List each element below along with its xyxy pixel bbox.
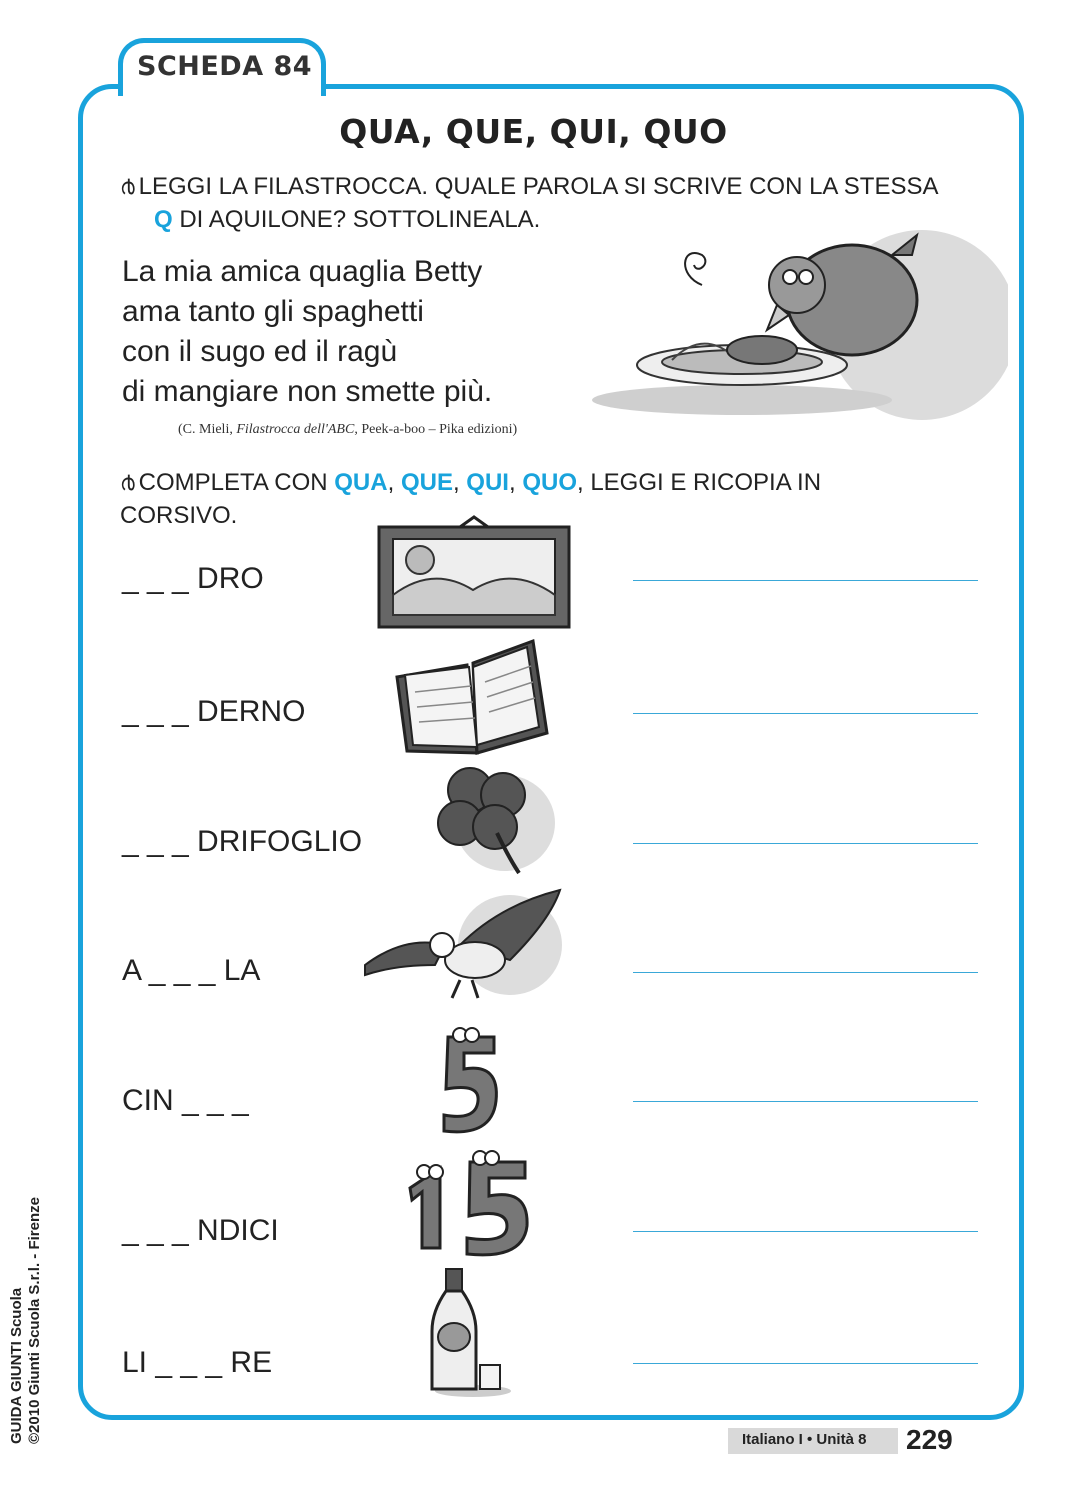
liqueur-bottle-icon [428,1267,513,1399]
worksheet-tab [118,38,326,96]
exercise-word: _ _ _ DERNO [122,695,306,728]
exercise-word: _ _ _ DRO [122,562,264,595]
citation-book: Filastrocca dell'ABC [236,422,355,437]
option-qua: QUA [334,469,388,496]
instruction-2-rest: , LEGGI E RICOPIA IN [576,469,822,496]
answer-line[interactable] [633,1363,978,1364]
option-que: QUE [400,469,453,496]
exercise-word: A _ _ _ LA [122,954,261,987]
four-leaf-clover-icon [425,765,555,875]
answer-line[interactable] [633,1101,978,1102]
number-five-icon [440,1025,500,1137]
exercise-word: _ _ _ NDICI [122,1214,279,1247]
number-fifteen-icon [400,1148,535,1258]
copyright-line1: GUIDA GIUNTI Scuola [8,1287,25,1444]
eagle-icon [360,885,565,1005]
instruction-2-lead: COMPLETA CON [138,469,335,496]
instruction-1-line2: DI AQUILONE? SOTTOLINEALA. [179,206,541,233]
citation-prefix: (C. Mieli, [178,422,237,437]
separator: , [387,469,401,496]
instruction-1-line1: LEGGI LA FILASTROCCA. QUALE PAROLA SI SCRIVE CON LA STESSA [138,173,939,200]
answer-line[interactable] [633,1231,978,1232]
page-title: QUA, QUE, QUI, QUO [339,112,728,151]
open-notebook-icon [393,637,551,755]
option-quo: QUO [522,469,577,496]
worksheet-number: SCHEDA 84 [137,51,313,82]
copyright-notice [8,1197,44,1444]
quail-eating-spaghetti-illustration [592,215,1008,420]
poem-citation [178,422,517,438]
poem-line: ama tanto gli spaghetti [122,295,424,328]
exercise-word: LI _ _ _ RE [122,1346,273,1379]
answer-line[interactable] [633,580,978,581]
exercise-word: _ _ _ DRIFOGLIO [122,825,363,858]
instruction-2-line2: CORSIVO. [120,502,238,529]
poem-line: di mangiare non smette più. [122,375,493,408]
instruction-1-highlight: Q [154,206,173,233]
poem-line: con il sugo ed il ragù [122,335,398,368]
citation-suffix: , Peek-a-boo – Pika edizioni) [354,422,518,437]
spiral-bullet-icon: ൪ [120,174,135,199]
option-qui: QUI [466,469,509,496]
exercise-word: CIN _ _ _ [122,1084,249,1117]
footer-label: Italiano I • Unità 8 [742,1431,867,1448]
answer-line[interactable] [633,713,978,714]
page-number: 229 [906,1424,953,1455]
separator: , [508,469,523,496]
separator: , [452,469,467,496]
copyright-line2: ©2010 Giunti Scuola S.r.l. - Firenze [26,1197,43,1444]
poem-line: La mia amica quaglia Betty [122,255,483,288]
spiral-bullet-icon: ൪ [120,470,135,495]
framed-painting-icon [375,515,573,631]
poem [122,252,492,412]
answer-line[interactable] [633,843,978,844]
answer-line[interactable] [633,972,978,973]
